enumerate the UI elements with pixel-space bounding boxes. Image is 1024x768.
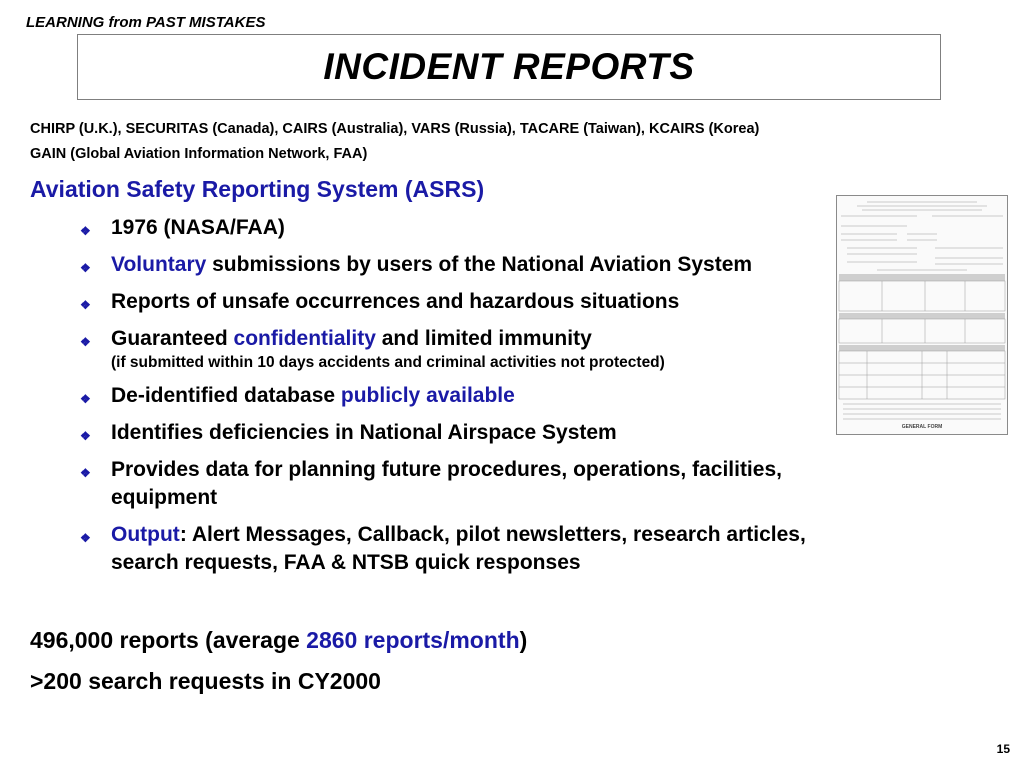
- title-box: [77, 34, 941, 100]
- bullet-text: Provides data for planning future procedures, operations, facilities, equipment: [111, 458, 782, 509]
- diamond-bullet-icon: ❖: [80, 392, 91, 406]
- bullet-highlight: Voluntary: [111, 253, 207, 276]
- bullet-text: Identifies deficiencies in National Airspace System: [111, 421, 617, 444]
- bullet-highlight: Output: [111, 523, 180, 546]
- form-thumbnail-image: [837, 196, 1007, 434]
- bullet-item: [80, 382, 860, 410]
- bullet-item: [80, 251, 860, 279]
- bullet-item: [80, 521, 860, 577]
- bullet-item: [80, 214, 860, 242]
- organizations-line-2: GAIN (Global Aviation Information Network, FAA): [30, 146, 368, 162]
- diamond-bullet-icon: ❖: [80, 531, 91, 545]
- page-number: 15: [996, 742, 1010, 756]
- reports-per-month: 2860 reports/month: [306, 627, 520, 653]
- bullet-text: 1976 (NASA/FAA): [111, 216, 285, 239]
- bullet-prefix: De-identified database: [111, 384, 341, 407]
- bullet-highlight: confidentiality: [233, 327, 376, 350]
- diamond-bullet-icon: ❖: [80, 298, 91, 312]
- bullet-text: and limited immunity: [375, 327, 592, 350]
- bullet-text: : Alert Messages, Callback, pilot newsletters, research articles, search requests, FAA & NTSB quick responses: [111, 523, 806, 574]
- bullet-subnote: (if submitted within 10 days accidents and criminal activities not protected): [111, 354, 665, 371]
- diamond-bullet-icon: ❖: [80, 261, 91, 275]
- bullet-highlight: publicly available: [340, 384, 515, 407]
- slide-header-label: LEARNING from PAST MISTAKES: [26, 14, 266, 31]
- form-thumbnail-footer: GENERAL FORM: [901, 424, 943, 430]
- asrs-form-thumbnail: [836, 195, 1008, 435]
- slide-title: INCIDENT REPORTS: [323, 46, 695, 87]
- diamond-bullet-icon: ❖: [80, 335, 91, 349]
- bullet-text: Reports of unsafe occurrences and hazardous situations: [111, 290, 680, 313]
- diamond-bullet-icon: ❖: [80, 429, 91, 443]
- search-requests-line: >200 search requests in CY2000: [30, 668, 381, 694]
- reports-count-line: [30, 627, 527, 654]
- reports-count-prefix: 496,000 reports (average: [30, 627, 307, 653]
- asrs-bullet-list: [80, 214, 860, 586]
- reports-count-suffix: ): [519, 627, 528, 653]
- bullet-item: [80, 288, 860, 316]
- diamond-bullet-icon: ❖: [80, 224, 91, 238]
- bullet-item: [80, 419, 860, 447]
- bullet-text: submissions by users of the National Aviation System: [206, 253, 753, 276]
- bullet-item: [80, 456, 860, 512]
- bullet-prefix: Guaranteed: [111, 327, 234, 350]
- organizations-line-1: CHIRP (U.K.), SECURITAS (Canada), CAIRS (Australia), VARS (Russia), TACARE (Taiwan), KCAIRS (Korea): [30, 121, 760, 137]
- diamond-bullet-icon: ❖: [80, 466, 91, 480]
- bullet-item: [80, 325, 860, 373]
- asrs-heading: Aviation Safety Reporting System (ASRS): [30, 176, 485, 202]
